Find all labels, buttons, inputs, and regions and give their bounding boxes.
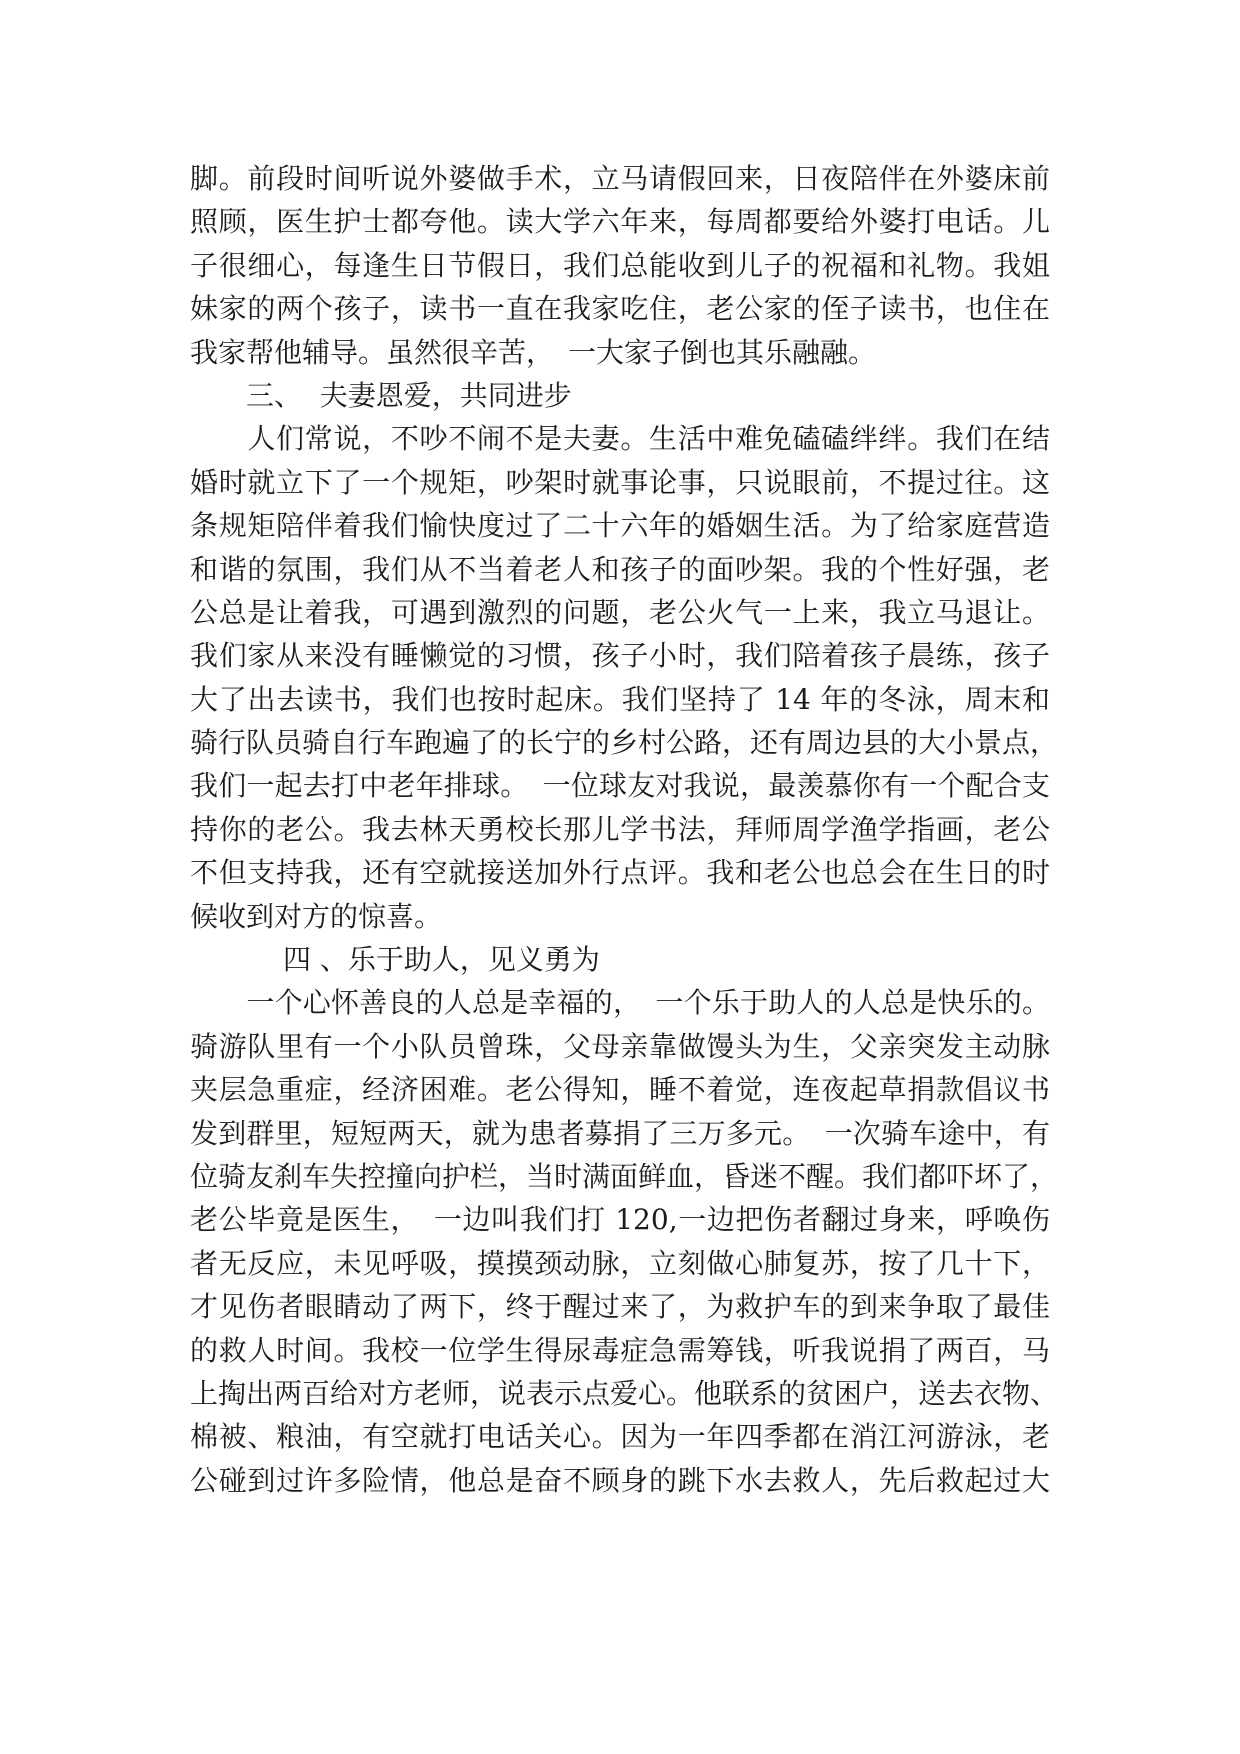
text-line: 子很细心，每逢生日节假日，我们总能收到儿子的祝福和礼物。我姐	[190, 248, 1050, 282]
text-line: 婚时就立下了一个规矩，吵架时就事论事，只说眼前，不提过往。这	[190, 465, 1050, 499]
document-body	[190, 157, 1059, 1502]
text-line: 脚。前段时间听说外婆做手术，立马请假回来，日夜陪伴在外婆床前	[190, 162, 1050, 195]
text-line: 我家帮他辅导。虽然很辛苦， 一大家子倒也其乐融融。	[190, 335, 877, 369]
text-line: 棉被、粮油，有空就打电话关心。因为一年四季都在消江河游泳，老	[190, 1420, 1050, 1454]
text-line: 候收到对方的惊喜。	[190, 899, 443, 933]
section-heading-4: 四 、乐于助人，见义勇为	[283, 943, 600, 977]
text-line: 者无反应，未见呼吸，摸摸颈动脉，立刻做心肺复苏，按了几十下，	[190, 1246, 1050, 1280]
text-line: 一个心怀善良的人总是幸福的， 一个乐于助人的人总是快乐的。	[190, 986, 1050, 1020]
text-line: 公总是让着我，可遇到激烈的问题，老公火气一上来，我立马退让。	[190, 595, 1050, 629]
paragraph-continuation	[190, 157, 1050, 374]
text-line: 我们一起去打中老年排球。 一位球友对我说，最羡慕你有一个配合支	[190, 769, 1050, 803]
section-4-paragraph	[190, 981, 1059, 1502]
text-line: 大了出去读书，我们也按时起床。我们坚持了 14 年的冬泳，周末和	[190, 682, 1050, 716]
text-line: 公碰到过许多险情，他总是奋不顾身的跳下水去救人，先后救起过大	[190, 1463, 1050, 1497]
text-line: 上掏出两百给对方老师，说表示点爱心。他联系的贫困户，送去衣物、	[190, 1376, 1059, 1410]
section-heading-3: 三、 夫妻恩爱，共同进步	[246, 378, 572, 412]
text-line: 持你的老公。我去林天勇校长那儿学书法，拜师周学渔学指画，老公	[190, 812, 1050, 846]
text-line: 夹层急重症，经济困难。老公得知，睡不着觉，连夜起草捐款倡议书	[190, 1073, 1050, 1107]
text-line: 骑行队员骑自行车跑遍了的长宁的乡村公路，还有周边县的大小景点，	[190, 726, 1059, 760]
text-line: 我们家从来没有睡懒觉的习惯，孩子小时，我们陪着孩子晨练，孩子	[190, 639, 1050, 673]
text-line: 妹家的两个孩子，读书一直在我家吃住，老公家的侄子读书，也住在	[190, 292, 1050, 326]
text-line: 位骑友刹车失控撞向护栏，当时满面鲜血，昏迷不醒。我们都吓坏了，	[190, 1159, 1059, 1193]
text-line: 人们常说，不吵不闹不是夫妻。生活中难免磕磕绊绊。我们在结	[190, 422, 1050, 456]
text-line: 老公毕竟是医生， 一边叫我们打 120,一边把伤者翻过身来，呼唤伤	[190, 1203, 1050, 1237]
text-line: 条规矩陪伴着我们愉快度过了二十六年的婚姻生活。为了给家庭营造	[190, 509, 1050, 543]
section-3-paragraph	[190, 417, 1059, 938]
text-line: 和谐的氛围，我们从不当着老人和孩子的面吵架。我的个性好强，老	[190, 552, 1050, 586]
text-line: 不但支持我，还有空就接送加外行点评。我和老公也总会在生日的时	[190, 856, 1050, 890]
text-line: 发到群里，短短两天，就为患者募捐了三万多元。 一次骑车途中，有	[190, 1116, 1050, 1150]
text-line: 才见伤者眼睛动了两下，终于醒过来了，为救护车的到来争取了最佳	[190, 1290, 1050, 1324]
text-line: 骑游队里有一个小队员曾珠，父母亲靠做馒头为生，父亲突发主动脉	[190, 1029, 1050, 1063]
text-line: 照顾，医生护士都夸他。读大学六年来，每周都要给外婆打电话。儿	[190, 205, 1050, 239]
text-line: 的救人时间。我校一位学生得尿毒症急需筹钱，听我说捐了两百，马	[190, 1333, 1050, 1367]
